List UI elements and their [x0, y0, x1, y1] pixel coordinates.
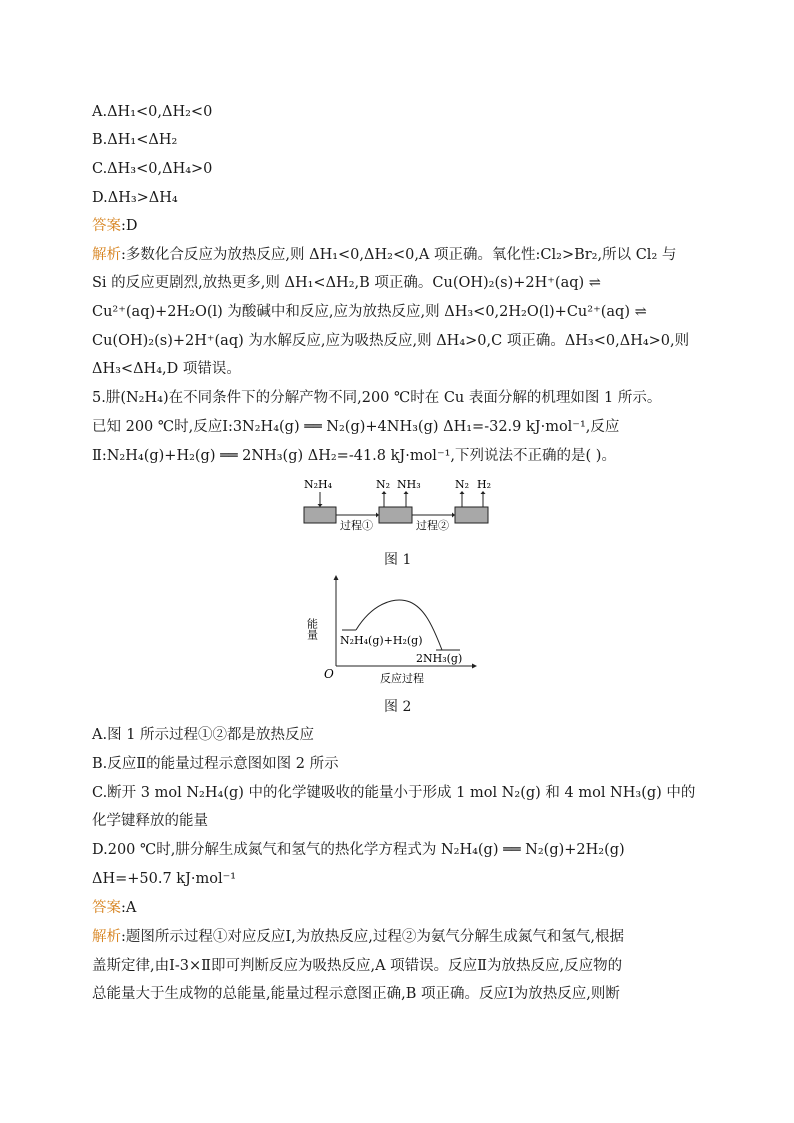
- fig1-label-out-a: N₂: [455, 478, 470, 491]
- answer-value: :D: [121, 218, 138, 234]
- q4-analysis-line-1: [92, 245, 676, 265]
- fig2-caption: 图 2: [384, 699, 412, 715]
- fig1-box-2: [379, 507, 412, 523]
- q5-answer: [92, 898, 136, 918]
- q5-stem-line-2: 已知 200 ℃时,反应Ⅰ:3N₂H₄(g) ══ N₂(g)+4NH₃(g) ΔH₁=-32.9 kJ·mol⁻¹,反应: [92, 419, 620, 435]
- analysis-label: 解析: [92, 247, 121, 263]
- fig2-x-label: 反应过程: [380, 672, 424, 685]
- fig2-origin: O: [324, 667, 334, 681]
- fig1-process-1: 过程①: [340, 519, 373, 532]
- q5-analysis-line-1: [92, 927, 624, 947]
- q5-analysis-line-3: 总能量大于生成物的总能量,能量过程示意图正确,B 项正确。反应Ⅰ为放热反应,则断: [92, 986, 620, 1002]
- q4-analysis-line-3: Cu²⁺(aq)+2H₂O(l) 为酸碱中和反应,应为放热反应,则 ΔH₃<0,2H₂O(l)+Cu²⁺(aq) ⇌: [92, 304, 647, 320]
- analysis-text: :多数化合反应为放热反应,则 ΔH₁<0,ΔH₂<0,A 项正确。氧化性:Cl₂>Br₂,所以 Cl₂ 与: [121, 247, 677, 263]
- figure-1: [290, 476, 510, 538]
- q5-option-c-line-2: 化学键释放的能量: [92, 813, 208, 829]
- answer-value: :A: [121, 900, 137, 916]
- fig2-reactants-label: N₂H₄(g)+H₂(g): [340, 634, 423, 647]
- fig1-label-out-b: H₂: [477, 478, 492, 491]
- q4-option-c: C.ΔH₃<0,ΔH₄>0: [92, 161, 213, 177]
- q4-analysis-line-2: Si 的反应更剧烈,放热更多,则 ΔH₁<ΔH₂,B 项正确。Cu(OH)₂(s)+2H⁺(aq) ⇌: [92, 275, 601, 291]
- fig2-products-label: 2NH₃(g): [416, 652, 463, 665]
- q5-stem-line-1: 5.肼(N₂H₄)在不同条件下的分解产物不同,200 ℃时在 Cu 表面分解的机理如图 1 所示。: [92, 390, 662, 406]
- analysis-text: :题图所示过程①对应反应Ⅰ,为放热反应,过程②为氨气分解生成氮气和氢气,根据: [121, 929, 624, 945]
- q5-option-c-line-1: C.断开 3 mol N₂H₄(g) 中的化学键吸收的能量小于形成 1 mol N₂(g) 和 4 mol NH₃(g) 中的: [92, 785, 696, 801]
- fig1-box-3: [455, 507, 488, 523]
- q5-option-b: B.反应Ⅱ的能量过程示意图如图 2 所示: [92, 756, 339, 772]
- analysis-label: 解析: [92, 929, 121, 945]
- q5-option-d-line-2: ΔH=+50.7 kJ·mol⁻¹: [92, 871, 237, 887]
- q4-option-d: D.ΔH₃>ΔH₄: [92, 190, 178, 206]
- q5-option-a: A.图 1 所示过程①②都是放热反应: [92, 727, 315, 743]
- fig1-process-2: 过程②: [416, 519, 449, 532]
- fig1-box-1: [304, 507, 336, 523]
- fig1-caption: 图 1: [384, 552, 412, 568]
- fig1-label-mid-a: N₂: [376, 478, 391, 491]
- answer-label: 答案: [92, 218, 121, 234]
- fig2-y-label: 能量: [305, 618, 319, 640]
- fig1-label-mid-b: NH₃: [397, 478, 421, 491]
- q4-analysis-line-5: ΔH₃<ΔH₄,D 项错误。: [92, 361, 241, 377]
- q4-option-b: B.ΔH₁<ΔH₂: [92, 132, 178, 148]
- q5-analysis-line-2: 盖斯定律,由Ⅰ-3×Ⅱ即可判断反应为吸热反应,A 项错误。反应Ⅱ为放热反应,反应物的: [92, 958, 623, 974]
- q5-stem-line-3: Ⅱ:N₂H₄(g)+H₂(g) ══ 2NH₃(g) ΔH₂=-41.8 kJ·mol⁻¹,下列说法不正确的是( )。: [92, 448, 616, 464]
- figure-2: [305, 574, 480, 686]
- q4-option-a: A.ΔH₁<0,ΔH₂<0: [92, 104, 213, 120]
- q5-option-d-line-1: D.200 ℃时,肼分解生成氮气和氢气的热化学方程式为 N₂H₄(g) ══ N₂(g)+2H₂(g): [92, 842, 625, 858]
- q4-answer: [92, 216, 138, 236]
- fig1-label-in: N₂H₄: [304, 478, 333, 491]
- q4-analysis-line-4: Cu(OH)₂(s)+2H⁺(aq) 为水解反应,应为吸热反应,则 ΔH₄>0,C 项正确。ΔH₃<0,ΔH₄>0,则: [92, 333, 690, 349]
- answer-label: 答案: [92, 900, 121, 916]
